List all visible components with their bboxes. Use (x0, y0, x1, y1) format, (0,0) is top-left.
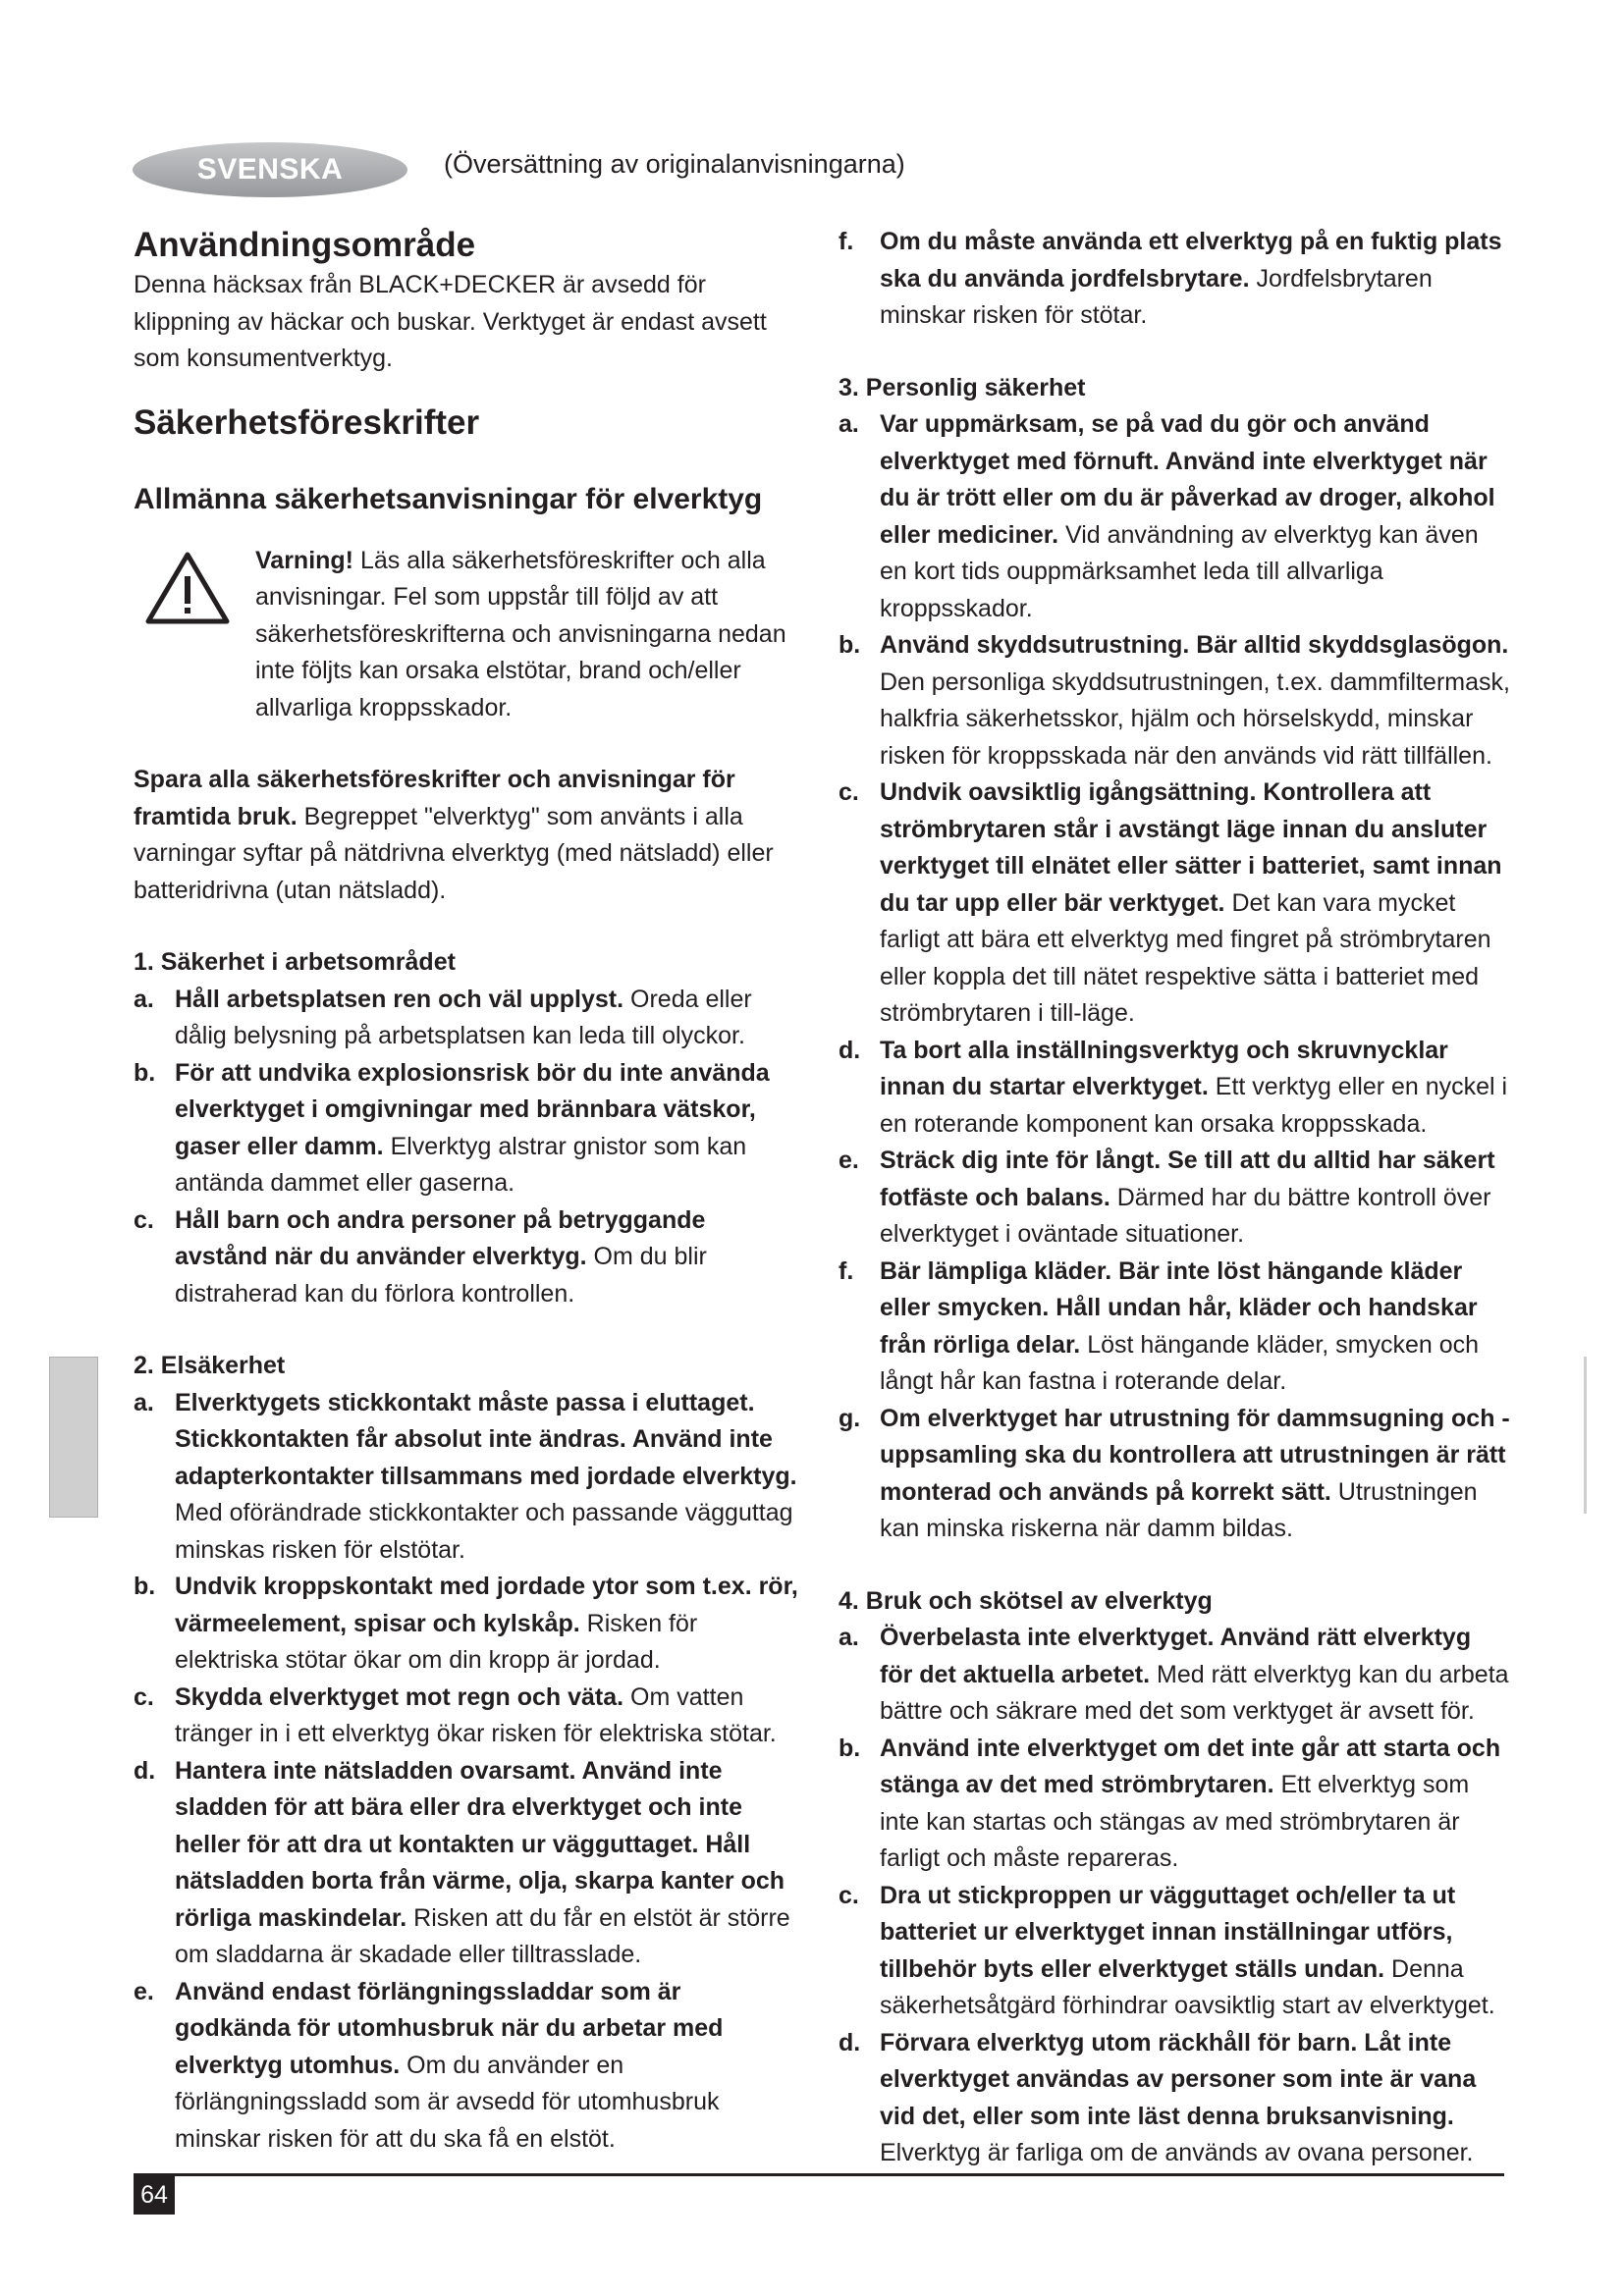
list-item: b. För att undvika explosionsrisk bör du inte använda elverktyget i omgivningar med brännbara vätskor, gaser eller damm. Elverktyg alstrar gnistor som kan antända dammet eller gaserna. (134, 1058, 770, 1197)
list-item: a. Elverktygets stickkontakt måste passa i eluttaget. Stickkontakten får absolut inte ändras. Använd inte adapterkontakter tillsammans med jordade elverktyg. Med oförändrade stickkontakter och passande vägguttag minskas risken för elstötar. (134, 1388, 797, 1564)
section-3-heading: 3. Personlig säkerhet (839, 373, 1086, 401)
warning-block (134, 543, 801, 727)
warning-triangle-icon (145, 551, 230, 625)
list-item: e. Använd endast förlängningssladdar som är godkända för utomhusbruk när du arbetar med elverktyg utomhus. Om du använder en förlängningssladd som är avsedd för utomhusbruk minskar risken för att du ska få en elstöt. (134, 1977, 724, 2153)
list-item: c. Skydda elverktyget mot regn och väta. Om vatten tränger in i ett elverktyg ökar risken för elektriska stötar. (134, 1682, 777, 1747)
list-item: c. Dra ut stickproppen ur vägguttaget och/eller ta ut batteriet ur elverktyget innan inställningar utförs, tillbehör byts eller elverktyget ställs undan. Denna säkerhetsåtgärd förhindrar oavsiktlig start av elverktyget. (839, 1881, 1495, 2019)
page-number: 64 (134, 2175, 175, 2215)
right-column (839, 224, 1510, 2172)
save-instructions (134, 762, 801, 909)
safety-title: Säkerhetsföreskrifter (134, 402, 480, 442)
side-tab-marker (49, 1357, 98, 1518)
warning-label: Varning! (255, 546, 354, 574)
section-2-heading: 2. Elsäkerhet (134, 1352, 286, 1379)
usage-text: Denna häcksax från BLACK+DECKER är avsedd för klippning av häckar och buskar. Verktyget är endast avsett som konsumentverktyg. (134, 271, 767, 372)
list-item: a. Håll arbetsplatsen ren och väl upplyst. Oreda eller dålig belysning på arbetsplatsen kan leda till olyckor. (134, 985, 752, 1049)
footer-divider (134, 2173, 1504, 2176)
list-item: f. Om du måste använda ett elverktyg på en fuktig plats ska du använda jordfelsbrytare. Jordfelsbrytaren minskar risken för stötar. (839, 228, 1502, 329)
language-label: SVENSKA (196, 153, 344, 186)
translation-note: (Översättning av originalanvisningarna) (444, 149, 905, 179)
list-item: b. Använd inte elverktyget om det inte går att starta och stänga av det med strömbrytaren. Ett elverktyg som inte kan startas och stängas av med strömbrytaren är farligt och måste repareras. (839, 1734, 1501, 1872)
list-item: a. Var uppmärksam, se på vad du gör och använd elverktyget med förnuft. Använd inte elverktyget när du är trött eller om du är påverkad av droger, alkohol eller mediciner. Vid användning av elverktyg kan även en kort tids ouppmärksamhet leda till allvarliga kroppsskador. (839, 410, 1495, 622)
section-1-heading: 1. Säkerhet i arbetsområdet (134, 948, 456, 976)
list-item: d. Förvara elverktyg utom räckhåll för barn. Låt inte elverktyget användas av personer som inte är vana vid det, eller som inte läst denna bruksanvisning. Elverktyg är farliga om de används av ovana personer. (839, 2028, 1477, 2166)
section-4-heading: 4. Bruk och skötsel av elverktyg (839, 1586, 1213, 1615)
language-badge (132, 141, 408, 198)
right-edge-marker (1584, 1357, 1587, 1514)
list-item: a. Överbelasta inte elverktyget. Använd rätt elverktyg för det aktuella arbetet. Med rätt elverktyg kan du arbeta bättre och säkrare med det som verktyget är avsett för. (839, 1624, 1509, 1725)
list-item: d. Ta bort alla inställningsverktyg och skruvnycklar innan du startar elverktyget. Ett verktyg eller en nyckel i en roterande komponent kan orsaka kroppsskada. (839, 1036, 1508, 1138)
save-text: Begreppet "elverktyg" som använts i alla varningar syftar på nätdrivna elverktyg (med nätsladd) eller batteridrivna (utan nätsladd). (134, 802, 774, 904)
list-item: c. Undvik oavsiktlig igångsättning. Kontrollera att strömbrytaren står i avstängt läge innan du ansluter verktyget till elnätet eller sätter i batteriet, samt innan du tar upp eller bär verktyget. Det kan vara mycket farligt att bära ett elverktyg med fingret på strömbrytaren eller koppla det till nätet respektive sätta i batteriet med strömbrytaren i till-läge. (839, 778, 1502, 1027)
warning-text: Läs alla säkerhetsföreskrifter och alla anvisningar. Fel som uppstår till följd av att säkerhetsföreskrifterna och anvisningarna nedan inte följts kan orsaka elstötar, brand och/eller allvarliga kroppsskador. (255, 546, 786, 721)
list-item: f. Bär lämpliga kläder. Bär inte löst hängande kläder eller smycken. Håll undan hår, kläder och handskar från rörliga delar. Löst hängande kläder, smycken och långt hår kan fastna i roterande delar. (839, 1256, 1480, 1395)
list-item: g. Om elverktyget har utrustning för dammsugning och -uppsamling ska du kontrollera att utrustningen är rätt monterad och används på korrekt sätt. Utrustningen kan minska riskerna när damm bildas. (839, 1404, 1510, 1542)
list-item: d. Hantera inte nätsladden ovarsamt. Använd inte sladden för att bära eller dra elverktyget och inte heller för att dra ut kontakten ur vägguttaget. Håll nätsladden borta från värme, olja, skarpa kanter och rörliga maskindelar. Risken att du får en elstöt är större om sladdarna är skadade eller tilltrasslade. (134, 1756, 790, 1968)
left-column (134, 224, 801, 2158)
general-safety-title: Allmänna säkerhetsanvisningar för elverktyg (134, 482, 763, 515)
usage-title: Användningsområde (134, 226, 476, 264)
list-item: c. Håll barn och andra personer på betryggande avstånd när du använder elverktyg. Om du blir distraherad kan du förlora kontrollen. (134, 1205, 707, 1308)
save-bold: Spara alla säkerhetsföreskrifter och anvisningar för framtida bruk. (134, 766, 735, 830)
list-item: e. Sträck dig inte för långt. Se till att du alltid har säkert fotfäste och balans. Därmed har du bättre kontroll över elverktyget i oväntade situationer. (839, 1147, 1495, 1248)
list-item: b. Använd skyddsutrustning. Bär alltid skyddsglasögon. Den personliga skyddsutrustningen, t.ex. dammfiltermask, halkfria säkerhetsskor, hjälm och hörselskydd, minskar risken för kroppsskada när den används vid rätt tillfällen. (839, 631, 1510, 770)
list-item: b. Undvik kroppskontakt med jordade ytor som t.ex. rör, värmeelement, spisar och kylskåp. Risken för elektriska stötar ökar om din kropp är jordad. (134, 1573, 798, 1674)
